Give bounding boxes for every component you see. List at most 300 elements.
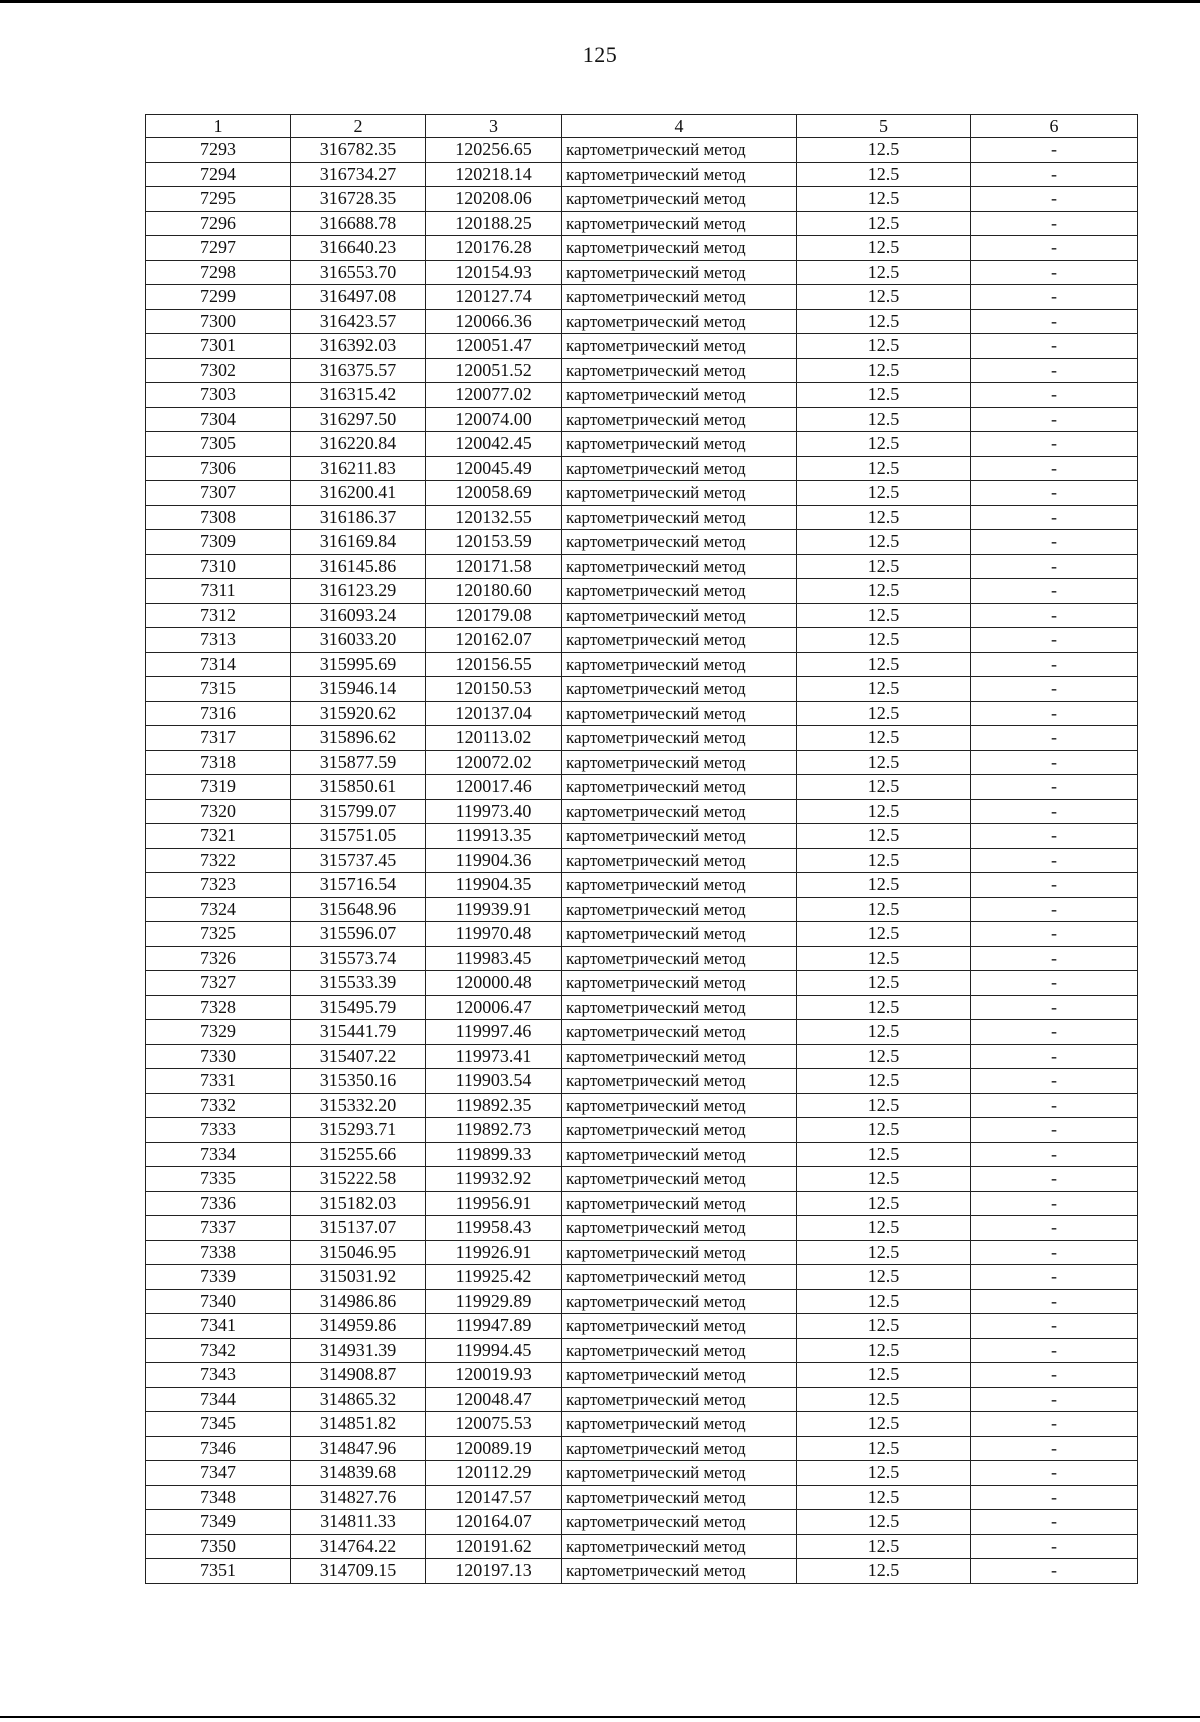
accuracy-cell: 12.5 [797, 579, 971, 604]
table-row [146, 285, 1138, 310]
y-coordinate-cell: 120019.93 [426, 1363, 562, 1388]
y-coordinate-cell: 120017.46 [426, 775, 562, 800]
point-number-cell: 7349 [146, 1510, 291, 1535]
x-coordinate-cell: 315716.54 [291, 873, 426, 898]
y-coordinate-cell: 119932.92 [426, 1167, 562, 1192]
method-cell: картометрический метод [562, 726, 797, 751]
note-cell: - [971, 260, 1138, 285]
table-row [146, 1142, 1138, 1167]
note-cell: - [971, 383, 1138, 408]
accuracy-cell: 12.5 [797, 1093, 971, 1118]
table-row [146, 726, 1138, 751]
column-header-3: 3 [426, 115, 562, 138]
x-coordinate-cell: 314986.86 [291, 1289, 426, 1314]
method-cell: картометрический метод [562, 603, 797, 628]
y-coordinate-cell: 120075.53 [426, 1412, 562, 1437]
point-number-cell: 7298 [146, 260, 291, 285]
y-coordinate-cell: 120132.55 [426, 505, 562, 530]
x-coordinate-cell: 316392.03 [291, 334, 426, 359]
y-coordinate-cell: 119970.48 [426, 922, 562, 947]
header-row [146, 115, 1138, 138]
note-cell: - [971, 750, 1138, 775]
method-cell: картометрический метод [562, 1093, 797, 1118]
table-row [146, 309, 1138, 334]
y-coordinate-cell: 119929.89 [426, 1289, 562, 1314]
point-number-cell: 7294 [146, 162, 291, 187]
accuracy-cell: 12.5 [797, 1412, 971, 1437]
point-number-cell: 7337 [146, 1216, 291, 1241]
accuracy-cell: 12.5 [797, 1289, 971, 1314]
note-cell: - [971, 1510, 1138, 1535]
method-cell: картометрический метод [562, 995, 797, 1020]
table-row [146, 1461, 1138, 1486]
method-cell: картометрический метод [562, 677, 797, 702]
method-cell: картометрический метод [562, 701, 797, 726]
point-number-cell: 7346 [146, 1436, 291, 1461]
x-coordinate-cell: 315946.14 [291, 677, 426, 702]
table-row [146, 848, 1138, 873]
x-coordinate-cell: 316423.57 [291, 309, 426, 334]
note-cell: - [971, 481, 1138, 506]
note-cell: - [971, 1338, 1138, 1363]
accuracy-cell: 12.5 [797, 530, 971, 555]
point-number-cell: 7306 [146, 456, 291, 481]
accuracy-cell: 12.5 [797, 750, 971, 775]
note-cell: - [971, 922, 1138, 947]
method-cell: картометрический метод [562, 1534, 797, 1559]
point-number-cell: 7314 [146, 652, 291, 677]
method-cell: картометрический метод [562, 432, 797, 457]
note-cell: - [971, 1020, 1138, 1045]
point-number-cell: 7330 [146, 1044, 291, 1069]
note-cell: - [971, 1265, 1138, 1290]
note-cell: - [971, 1142, 1138, 1167]
note-cell: - [971, 824, 1138, 849]
y-coordinate-cell: 119903.54 [426, 1069, 562, 1094]
point-number-cell: 7350 [146, 1534, 291, 1559]
note-cell: - [971, 1363, 1138, 1388]
accuracy-cell: 12.5 [797, 1534, 971, 1559]
x-coordinate-cell: 315751.05 [291, 824, 426, 849]
table-row [146, 1069, 1138, 1094]
column-header-6: 6 [971, 115, 1138, 138]
note-cell: - [971, 799, 1138, 824]
method-cell: картометрический метод [562, 1363, 797, 1388]
accuracy-cell: 12.5 [797, 726, 971, 751]
note-cell: - [971, 187, 1138, 212]
x-coordinate-cell: 314959.86 [291, 1314, 426, 1339]
table-row [146, 1485, 1138, 1510]
accuracy-cell: 12.5 [797, 971, 971, 996]
x-coordinate-cell: 316553.70 [291, 260, 426, 285]
x-coordinate-cell: 316033.20 [291, 628, 426, 653]
point-number-cell: 7319 [146, 775, 291, 800]
x-coordinate-cell: 316220.84 [291, 432, 426, 457]
accuracy-cell: 12.5 [797, 1020, 971, 1045]
table-row [146, 1338, 1138, 1363]
y-coordinate-cell: 120156.55 [426, 652, 562, 677]
accuracy-cell: 12.5 [797, 677, 971, 702]
accuracy-cell: 12.5 [797, 334, 971, 359]
point-number-cell: 7299 [146, 285, 291, 310]
x-coordinate-cell: 316728.35 [291, 187, 426, 212]
table-row [146, 1387, 1138, 1412]
y-coordinate-cell: 120051.52 [426, 358, 562, 383]
note-cell: - [971, 579, 1138, 604]
x-coordinate-cell: 315799.07 [291, 799, 426, 824]
x-coordinate-cell: 316169.84 [291, 530, 426, 555]
method-cell: картометрический метод [562, 652, 797, 677]
point-number-cell: 7310 [146, 554, 291, 579]
note-cell: - [971, 1314, 1138, 1339]
method-cell: картометрический метод [562, 285, 797, 310]
table-row [146, 334, 1138, 359]
method-cell: картометрический метод [562, 824, 797, 849]
y-coordinate-cell: 120045.49 [426, 456, 562, 481]
accuracy-cell: 12.5 [797, 358, 971, 383]
accuracy-cell: 12.5 [797, 456, 971, 481]
point-number-cell: 7323 [146, 873, 291, 898]
point-number-cell: 7347 [146, 1461, 291, 1486]
method-cell: картометрический метод [562, 456, 797, 481]
x-coordinate-cell: 315182.03 [291, 1191, 426, 1216]
method-cell: картометрический метод [562, 1118, 797, 1143]
point-number-cell: 7295 [146, 187, 291, 212]
method-cell: картометрический метод [562, 1387, 797, 1412]
table-row [146, 187, 1138, 212]
note-cell: - [971, 726, 1138, 751]
y-coordinate-cell: 119892.73 [426, 1118, 562, 1143]
table-row [146, 799, 1138, 824]
note-cell: - [971, 1069, 1138, 1094]
note-cell: - [971, 554, 1138, 579]
method-cell: картометрический метод [562, 628, 797, 653]
x-coordinate-cell: 316734.27 [291, 162, 426, 187]
y-coordinate-cell: 120074.00 [426, 407, 562, 432]
table-row [146, 554, 1138, 579]
note-cell: - [971, 1485, 1138, 1510]
method-cell: картометрический метод [562, 1265, 797, 1290]
method-cell: картометрический метод [562, 1559, 797, 1584]
method-cell: картометрический метод [562, 579, 797, 604]
column-header-2: 2 [291, 115, 426, 138]
note-cell: - [971, 677, 1138, 702]
method-cell: картометрический метод [562, 1436, 797, 1461]
method-cell: картометрический метод [562, 309, 797, 334]
note-cell: - [971, 1412, 1138, 1437]
table-row [146, 432, 1138, 457]
y-coordinate-cell: 120188.25 [426, 211, 562, 236]
note-cell: - [971, 1044, 1138, 1069]
note-cell: - [971, 652, 1138, 677]
y-coordinate-cell: 120179.08 [426, 603, 562, 628]
accuracy-cell: 12.5 [797, 1167, 971, 1192]
y-coordinate-cell: 120147.57 [426, 1485, 562, 1510]
x-coordinate-cell: 314931.39 [291, 1338, 426, 1363]
table-body [146, 138, 1138, 1584]
y-coordinate-cell: 119926.91 [426, 1240, 562, 1265]
table-row [146, 383, 1138, 408]
column-header-4: 4 [562, 115, 797, 138]
table-row [146, 236, 1138, 261]
table-row [146, 603, 1138, 628]
note-cell: - [971, 407, 1138, 432]
point-number-cell: 7329 [146, 1020, 291, 1045]
x-coordinate-cell: 316145.86 [291, 554, 426, 579]
method-cell: картометрический метод [562, 946, 797, 971]
point-number-cell: 7302 [146, 358, 291, 383]
accuracy-cell: 12.5 [797, 481, 971, 506]
method-cell: картометрический метод [562, 260, 797, 285]
y-coordinate-cell: 120077.02 [426, 383, 562, 408]
note-cell: - [971, 236, 1138, 261]
table-row [146, 922, 1138, 947]
x-coordinate-cell: 315648.96 [291, 897, 426, 922]
point-number-cell: 7341 [146, 1314, 291, 1339]
table-row [146, 211, 1138, 236]
y-coordinate-cell: 119973.40 [426, 799, 562, 824]
note-cell: - [971, 211, 1138, 236]
note-cell: - [971, 628, 1138, 653]
table-row [146, 1363, 1138, 1388]
accuracy-cell: 12.5 [797, 1216, 971, 1241]
point-number-cell: 7320 [146, 799, 291, 824]
x-coordinate-cell: 316200.41 [291, 481, 426, 506]
y-coordinate-cell: 120051.47 [426, 334, 562, 359]
accuracy-cell: 12.5 [797, 383, 971, 408]
accuracy-cell: 12.5 [797, 897, 971, 922]
point-number-cell: 7305 [146, 432, 291, 457]
y-coordinate-cell: 120112.29 [426, 1461, 562, 1486]
accuracy-cell: 12.5 [797, 1044, 971, 1069]
note-cell: - [971, 775, 1138, 800]
y-coordinate-cell: 120208.06 [426, 187, 562, 212]
accuracy-cell: 12.5 [797, 701, 971, 726]
x-coordinate-cell: 316297.50 [291, 407, 426, 432]
accuracy-cell: 12.5 [797, 162, 971, 187]
table-row [146, 652, 1138, 677]
y-coordinate-cell: 120137.04 [426, 701, 562, 726]
note-cell: - [971, 1461, 1138, 1486]
note-cell: - [971, 1240, 1138, 1265]
note-cell: - [971, 358, 1138, 383]
note-cell: - [971, 971, 1138, 996]
method-cell: картометрический метод [562, 383, 797, 408]
table-row [146, 946, 1138, 971]
table-row [146, 1118, 1138, 1143]
y-coordinate-cell: 120006.47 [426, 995, 562, 1020]
accuracy-cell: 12.5 [797, 824, 971, 849]
y-coordinate-cell: 120127.74 [426, 285, 562, 310]
y-coordinate-cell: 119939.91 [426, 897, 562, 922]
page-number: 125 [582, 42, 618, 67]
note-cell: - [971, 1436, 1138, 1461]
method-cell: картометрический метод [562, 407, 797, 432]
table-row [146, 1167, 1138, 1192]
point-number-cell: 7300 [146, 309, 291, 334]
y-coordinate-cell: 119983.45 [426, 946, 562, 971]
table-row [146, 1044, 1138, 1069]
accuracy-cell: 12.5 [797, 554, 971, 579]
y-coordinate-cell: 120197.13 [426, 1559, 562, 1584]
accuracy-cell: 12.5 [797, 432, 971, 457]
method-cell: картометрический метод [562, 530, 797, 555]
x-coordinate-cell: 315495.79 [291, 995, 426, 1020]
y-coordinate-cell: 120176.28 [426, 236, 562, 261]
note-cell: - [971, 995, 1138, 1020]
method-cell: картометрический метод [562, 1044, 797, 1069]
note-cell: - [971, 897, 1138, 922]
table-row [146, 1191, 1138, 1216]
method-cell: картометрический метод [562, 1191, 797, 1216]
table-row [146, 1412, 1138, 1437]
x-coordinate-cell: 315850.61 [291, 775, 426, 800]
note-cell: - [971, 1167, 1138, 1192]
table-row [146, 750, 1138, 775]
column-header-1: 1 [146, 115, 291, 138]
y-coordinate-cell: 120171.58 [426, 554, 562, 579]
method-cell: картометрический метод [562, 334, 797, 359]
note-cell: - [971, 162, 1138, 187]
y-coordinate-cell: 119925.42 [426, 1265, 562, 1290]
accuracy-cell: 12.5 [797, 236, 971, 261]
x-coordinate-cell: 315332.20 [291, 1093, 426, 1118]
method-cell: картометрический метод [562, 1510, 797, 1535]
table-row [146, 1240, 1138, 1265]
x-coordinate-cell: 314847.96 [291, 1436, 426, 1461]
y-coordinate-cell: 119947.89 [426, 1314, 562, 1339]
x-coordinate-cell: 315407.22 [291, 1044, 426, 1069]
accuracy-cell: 12.5 [797, 946, 971, 971]
x-coordinate-cell: 314851.82 [291, 1412, 426, 1437]
note-cell: - [971, 873, 1138, 898]
bottom-border-line [0, 1716, 1200, 1718]
method-cell: картометрический метод [562, 138, 797, 163]
point-number-cell: 7322 [146, 848, 291, 873]
point-number-cell: 7303 [146, 383, 291, 408]
y-coordinate-cell: 120042.45 [426, 432, 562, 457]
x-coordinate-cell: 314827.76 [291, 1485, 426, 1510]
table-row [146, 677, 1138, 702]
method-cell: картометрический метод [562, 1167, 797, 1192]
note-cell: - [971, 1559, 1138, 1584]
x-coordinate-cell: 315255.66 [291, 1142, 426, 1167]
table-row [146, 1436, 1138, 1461]
note-cell: - [971, 285, 1138, 310]
point-number-cell: 7315 [146, 677, 291, 702]
y-coordinate-cell: 120113.02 [426, 726, 562, 751]
x-coordinate-cell: 316497.08 [291, 285, 426, 310]
point-number-cell: 7318 [146, 750, 291, 775]
x-coordinate-cell: 316375.57 [291, 358, 426, 383]
accuracy-cell: 12.5 [797, 138, 971, 163]
method-cell: картометрический метод [562, 211, 797, 236]
y-coordinate-cell: 119913.35 [426, 824, 562, 849]
table-row [146, 162, 1138, 187]
table-row [146, 138, 1138, 163]
point-number-cell: 7334 [146, 1142, 291, 1167]
table-row [146, 628, 1138, 653]
table-row [146, 701, 1138, 726]
table-row [146, 1265, 1138, 1290]
point-number-cell: 7342 [146, 1338, 291, 1363]
point-number-cell: 7293 [146, 138, 291, 163]
note-cell: - [971, 138, 1138, 163]
x-coordinate-cell: 315441.79 [291, 1020, 426, 1045]
point-number-cell: 7328 [146, 995, 291, 1020]
method-cell: картометрический метод [562, 873, 797, 898]
x-coordinate-cell: 316315.42 [291, 383, 426, 408]
x-coordinate-cell: 316782.35 [291, 138, 426, 163]
note-cell: - [971, 1289, 1138, 1314]
x-coordinate-cell: 315896.62 [291, 726, 426, 751]
x-coordinate-cell: 315877.59 [291, 750, 426, 775]
point-number-cell: 7351 [146, 1559, 291, 1584]
y-coordinate-cell: 120162.07 [426, 628, 562, 653]
table-row [146, 260, 1138, 285]
note-cell: - [971, 456, 1138, 481]
point-number-cell: 7336 [146, 1191, 291, 1216]
y-coordinate-cell: 119958.43 [426, 1216, 562, 1241]
x-coordinate-cell: 315737.45 [291, 848, 426, 873]
method-cell: картометрический метод [562, 1314, 797, 1339]
method-cell: картометрический метод [562, 358, 797, 383]
accuracy-cell: 12.5 [797, 652, 971, 677]
note-cell: - [971, 603, 1138, 628]
accuracy-cell: 12.5 [797, 187, 971, 212]
y-coordinate-cell: 120089.19 [426, 1436, 562, 1461]
accuracy-cell: 12.5 [797, 922, 971, 947]
accuracy-cell: 12.5 [797, 1265, 971, 1290]
y-coordinate-cell: 120150.53 [426, 677, 562, 702]
method-cell: картометрический метод [562, 554, 797, 579]
table-row [146, 1289, 1138, 1314]
method-cell: картометрический метод [562, 1289, 797, 1314]
point-number-cell: 7321 [146, 824, 291, 849]
table-row [146, 358, 1138, 383]
note-cell: - [971, 701, 1138, 726]
point-number-cell: 7313 [146, 628, 291, 653]
point-number-cell: 7297 [146, 236, 291, 261]
table-row [146, 456, 1138, 481]
accuracy-cell: 12.5 [797, 407, 971, 432]
table-row [146, 971, 1138, 996]
accuracy-cell: 12.5 [797, 799, 971, 824]
point-number-cell: 7339 [146, 1265, 291, 1290]
y-coordinate-cell: 120000.48 [426, 971, 562, 996]
point-number-cell: 7332 [146, 1093, 291, 1118]
y-coordinate-cell: 119892.35 [426, 1093, 562, 1118]
point-number-cell: 7324 [146, 897, 291, 922]
accuracy-cell: 12.5 [797, 1191, 971, 1216]
method-cell: картометрический метод [562, 971, 797, 996]
table-row [146, 824, 1138, 849]
accuracy-cell: 12.5 [797, 285, 971, 310]
note-cell: - [971, 1093, 1138, 1118]
point-number-cell: 7343 [146, 1363, 291, 1388]
y-coordinate-cell: 120191.62 [426, 1534, 562, 1559]
method-cell: картометрический метод [562, 848, 797, 873]
column-header-5: 5 [797, 115, 971, 138]
x-coordinate-cell: 315222.58 [291, 1167, 426, 1192]
point-number-cell: 7327 [146, 971, 291, 996]
point-number-cell: 7308 [146, 505, 291, 530]
accuracy-cell: 12.5 [797, 1510, 971, 1535]
method-cell: картометрический метод [562, 1485, 797, 1510]
method-cell: картометрический метод [562, 1240, 797, 1265]
x-coordinate-cell: 314865.32 [291, 1387, 426, 1412]
point-number-cell: 7301 [146, 334, 291, 359]
